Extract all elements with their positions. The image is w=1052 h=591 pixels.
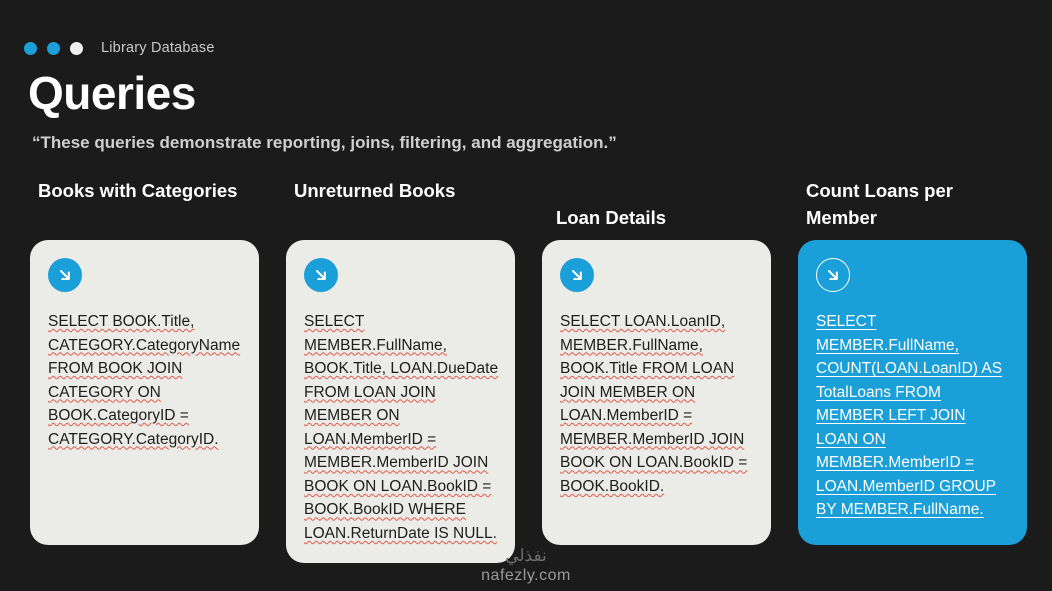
arrow-down-right-icon [48, 258, 82, 292]
card-panel[interactable] [286, 240, 515, 563]
query-card-books-with-categories [30, 178, 259, 563]
card-panel[interactable] [798, 240, 1027, 545]
query-card-unreturned-books [286, 178, 515, 563]
card-title: Books with Categories [38, 180, 238, 201]
card-title: Unreturned Books [294, 180, 456, 201]
window-titlebar [24, 40, 215, 56]
page-title: Queries [28, 67, 196, 119]
card-panel[interactable] [542, 240, 771, 545]
arrow-down-right-icon [304, 258, 338, 292]
card-body: SELECT MEMBER.FullName, COUNT(LOAN.LoanID) AS TotalLoans FROM MEMBER LEFT JOIN LOAN ON MEMBER.MemberID = LOAN.MemberID GROUP BY MEMBER.FullName. [816, 313, 1003, 519]
card-body: SELECT MEMBER.FullName, BOOK.Title, LOAN.DueDate FROM LOAN JOIN MEMBER ON LOAN.MemberID = MEMBER.MemberID JOIN BOOK ON LOAN.BookID = BOOK.BookID WHERE LOAN.ReturnDate IS NULL. [304, 313, 499, 542]
window-title: Library Database [101, 40, 215, 56]
watermark-arabic: نفذلي [505, 546, 547, 565]
query-card-loan-details [542, 178, 771, 563]
window-dot-2[interactable] [47, 42, 60, 55]
query-card-grid [30, 178, 1030, 563]
page-subtitle: “These queries demonstrate reporting, joins, filtering, and aggregation.” [32, 133, 617, 152]
card-body: SELECT BOOK.Title, CATEGORY.CategoryName FROM BOOK JOIN CATEGORY ON BOOK.CategoryID = CATEGORY.CategoryID. [48, 313, 241, 448]
arrow-down-right-icon [816, 258, 850, 292]
window-dot-1[interactable] [24, 42, 37, 55]
watermark-latin: nafezly.com [481, 567, 571, 584]
window-dot-3[interactable] [70, 42, 83, 55]
query-card-count-loans-per-member [798, 178, 1027, 563]
card-panel[interactable] [30, 240, 259, 545]
card-body: SELECT LOAN.LoanID, MEMBER.FullName, BOOK.Title FROM LOAN JOIN MEMBER ON LOAN.MemberID = MEMBER.MemberID JOIN BOOK ON LOAN.BookID = BOOK.BookID. [560, 313, 748, 495]
arrow-down-right-icon [560, 258, 594, 292]
card-title: Count Loans per Member [806, 180, 953, 228]
card-title: Loan Details [556, 207, 666, 228]
